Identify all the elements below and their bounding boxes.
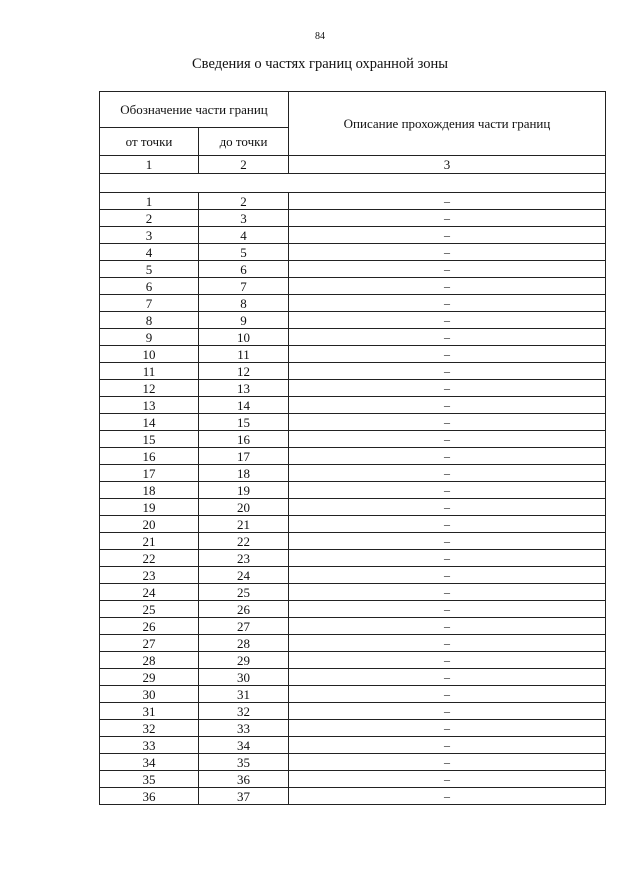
from-point-cell: 22 (100, 550, 199, 567)
description-cell: – (289, 584, 606, 601)
from-point-cell: 17 (100, 465, 199, 482)
table-row (100, 312, 606, 329)
from-point-cell: 19 (100, 499, 199, 516)
from-point-cell: 30 (100, 686, 199, 703)
table-row (100, 227, 606, 244)
to-point-cell: 24 (199, 567, 289, 584)
to-point-cell: 36 (199, 771, 289, 788)
description-cell: – (289, 771, 606, 788)
to-point-cell: 27 (199, 618, 289, 635)
table-row (100, 244, 606, 261)
table-row (100, 771, 606, 788)
description-cell: – (289, 414, 606, 431)
description-cell: – (289, 754, 606, 771)
from-point-cell: 34 (100, 754, 199, 771)
description-cell: – (289, 448, 606, 465)
to-point-cell: 5 (199, 244, 289, 261)
from-point-cell: 33 (100, 737, 199, 754)
column-number: 2 (199, 156, 289, 174)
table-row (100, 380, 606, 397)
from-point-cell: 1 (100, 193, 199, 210)
to-point-cell: 31 (199, 686, 289, 703)
to-point-cell: 10 (199, 329, 289, 346)
to-point-cell: 6 (199, 261, 289, 278)
to-point-cell: 17 (199, 448, 289, 465)
description-cell: – (289, 278, 606, 295)
description-cell: – (289, 533, 606, 550)
description-cell: – (289, 567, 606, 584)
from-point-cell: 6 (100, 278, 199, 295)
table-row (100, 703, 606, 720)
to-point-cell: 37 (199, 788, 289, 805)
from-point-cell: 13 (100, 397, 199, 414)
table-row (100, 499, 606, 516)
from-point-cell: 4 (100, 244, 199, 261)
table-row (100, 737, 606, 754)
to-point-header: до точки (199, 128, 289, 156)
from-point-cell: 29 (100, 669, 199, 686)
to-point-cell: 4 (199, 227, 289, 244)
from-point-cell: 36 (100, 788, 199, 805)
description-cell: – (289, 210, 606, 227)
table-row (100, 601, 606, 618)
description-cell: – (289, 516, 606, 533)
table-row (100, 584, 606, 601)
to-point-cell: 33 (199, 720, 289, 737)
table-row (100, 754, 606, 771)
to-point-cell: 9 (199, 312, 289, 329)
to-point-cell: 26 (199, 601, 289, 618)
from-point-cell: 27 (100, 635, 199, 652)
from-point-cell: 8 (100, 312, 199, 329)
description-cell: – (289, 261, 606, 278)
table-row (100, 210, 606, 227)
to-point-cell: 21 (199, 516, 289, 533)
from-point-cell: 7 (100, 295, 199, 312)
to-point-cell: 15 (199, 414, 289, 431)
table-row (100, 448, 606, 465)
to-point-cell: 29 (199, 652, 289, 669)
table-row (100, 533, 606, 550)
to-point-cell: 7 (199, 278, 289, 295)
from-point-cell: 15 (100, 431, 199, 448)
to-point-cell: 28 (199, 635, 289, 652)
to-point-cell: 34 (199, 737, 289, 754)
description-cell: – (289, 329, 606, 346)
boundary-parts-table (99, 91, 606, 805)
table-row (100, 414, 606, 431)
table-row (100, 329, 606, 346)
description-cell: – (289, 431, 606, 448)
from-point-cell: 16 (100, 448, 199, 465)
description-cell: – (289, 397, 606, 414)
description-cell: – (289, 244, 606, 261)
table-row (100, 295, 606, 312)
table-row (100, 788, 606, 805)
table-row (100, 278, 606, 295)
from-point-cell: 18 (100, 482, 199, 499)
from-point-cell: 20 (100, 516, 199, 533)
from-point-cell: 32 (100, 720, 199, 737)
description-cell: – (289, 720, 606, 737)
description-cell: – (289, 482, 606, 499)
empty-section-row (100, 174, 606, 193)
from-point-cell: 26 (100, 618, 199, 635)
from-point-cell: 31 (100, 703, 199, 720)
to-point-cell: 12 (199, 363, 289, 380)
to-point-cell: 8 (199, 295, 289, 312)
to-point-cell: 30 (199, 669, 289, 686)
table-row (100, 652, 606, 669)
table-row (100, 550, 606, 567)
from-point-cell: 28 (100, 652, 199, 669)
to-point-cell: 2 (199, 193, 289, 210)
column-number: 1 (100, 156, 199, 174)
description-cell: – (289, 788, 606, 805)
description-cell: – (289, 295, 606, 312)
page-number: 84 (315, 31, 325, 42)
empty-cell (100, 174, 606, 193)
table-row (100, 482, 606, 499)
from-point-cell: 35 (100, 771, 199, 788)
from-point-cell: 9 (100, 329, 199, 346)
to-point-cell: 23 (199, 550, 289, 567)
from-point-cell: 24 (100, 584, 199, 601)
description-cell: – (289, 380, 606, 397)
description-cell: – (289, 465, 606, 482)
from-point-cell: 14 (100, 414, 199, 431)
table-row (100, 516, 606, 533)
description-cell: – (289, 499, 606, 516)
document-title: Сведения о частях границ охранной зоны (192, 56, 448, 72)
table-row (100, 431, 606, 448)
from-point-cell: 2 (100, 210, 199, 227)
from-point-cell: 11 (100, 363, 199, 380)
description-cell: – (289, 669, 606, 686)
table-row (100, 567, 606, 584)
to-point-cell: 3 (199, 210, 289, 227)
column-number-row (100, 156, 606, 174)
from-point-cell: 5 (100, 261, 199, 278)
description-cell: – (289, 737, 606, 754)
description-cell: – (289, 193, 606, 210)
to-point-cell: 35 (199, 754, 289, 771)
table-row (100, 720, 606, 737)
to-point-cell: 20 (199, 499, 289, 516)
description-cell: – (289, 635, 606, 652)
description-cell: – (289, 227, 606, 244)
table-row (100, 346, 606, 363)
description-cell: – (289, 618, 606, 635)
to-point-cell: 14 (199, 397, 289, 414)
column-number: 3 (289, 156, 606, 174)
from-point-cell: 3 (100, 227, 199, 244)
from-point-cell: 12 (100, 380, 199, 397)
description-cell: – (289, 703, 606, 720)
table-row (100, 363, 606, 380)
to-point-cell: 25 (199, 584, 289, 601)
header-row (100, 92, 606, 128)
description-cell: – (289, 686, 606, 703)
table-row (100, 686, 606, 703)
from-point-cell: 10 (100, 346, 199, 363)
to-point-cell: 11 (199, 346, 289, 363)
from-point-header: от точки (100, 128, 199, 156)
description-cell: – (289, 346, 606, 363)
table-row (100, 465, 606, 482)
description-cell: – (289, 312, 606, 329)
from-point-cell: 21 (100, 533, 199, 550)
table-row (100, 618, 606, 635)
to-point-cell: 19 (199, 482, 289, 499)
description-cell: – (289, 363, 606, 380)
table-row (100, 669, 606, 686)
to-point-cell: 32 (199, 703, 289, 720)
to-point-cell: 18 (199, 465, 289, 482)
description-cell: – (289, 652, 606, 669)
to-point-cell: 22 (199, 533, 289, 550)
from-point-cell: 23 (100, 567, 199, 584)
description-cell: – (289, 601, 606, 618)
from-point-cell: 25 (100, 601, 199, 618)
designation-header: Обозначение части границ (100, 92, 289, 128)
table-body (100, 92, 606, 805)
to-point-cell: 13 (199, 380, 289, 397)
table-row (100, 397, 606, 414)
table-row (100, 635, 606, 652)
to-point-cell: 16 (199, 431, 289, 448)
description-header: Описание прохождения части границ (289, 92, 606, 156)
table-row (100, 261, 606, 278)
description-cell: – (289, 550, 606, 567)
table-row (100, 193, 606, 210)
